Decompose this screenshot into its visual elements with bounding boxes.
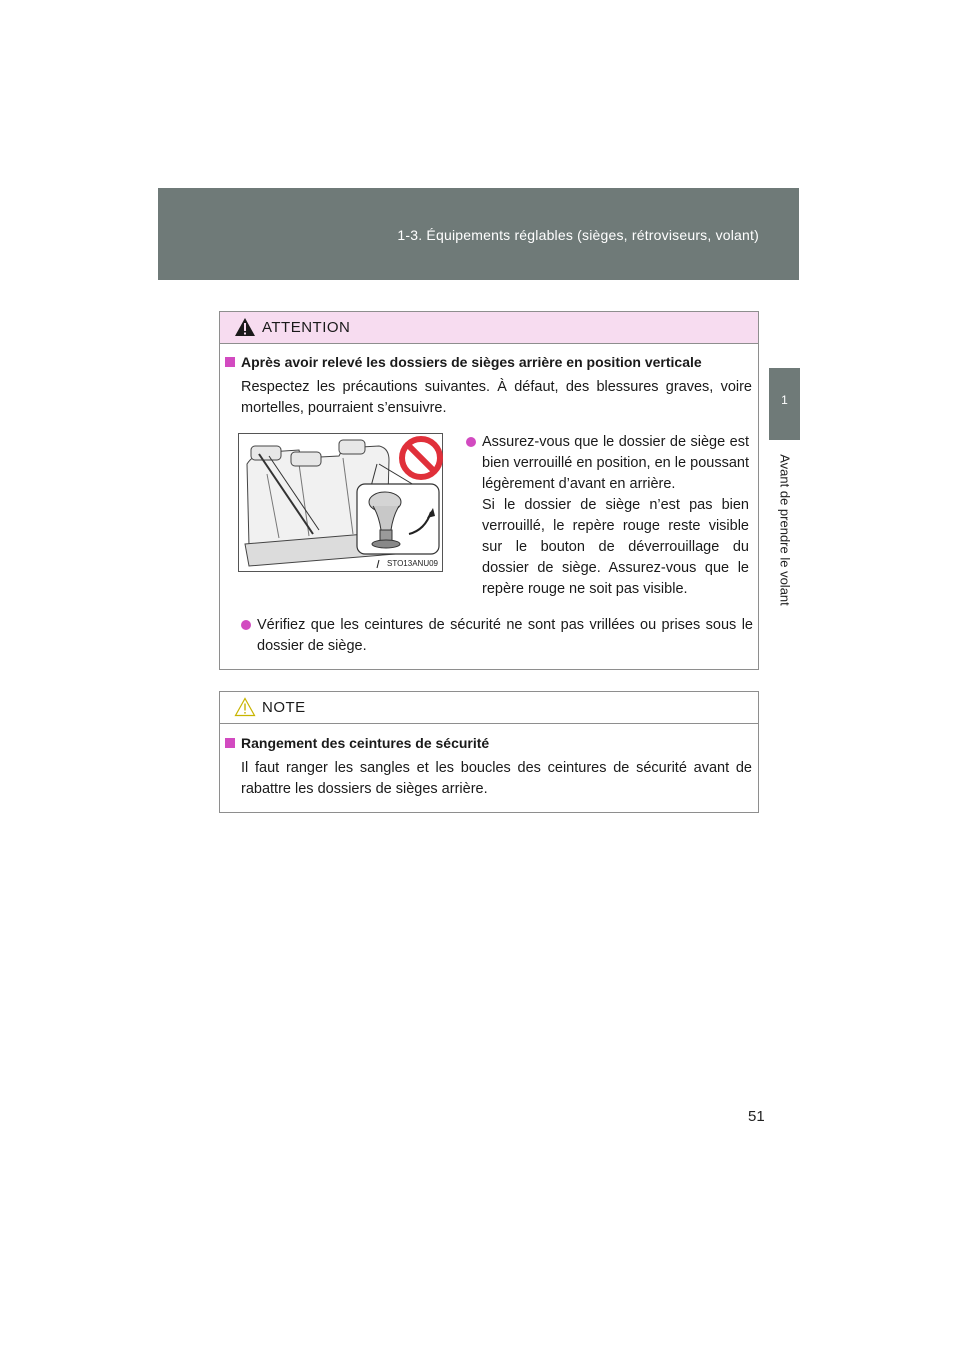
warning-box: [219, 311, 759, 670]
bullet-belt-check: [241, 615, 753, 657]
note-heading-text: Rangement des ceintures de sécurité: [241, 735, 490, 751]
note-header: [220, 692, 758, 724]
bullet-lock-check-text: [482, 432, 749, 600]
warning-triangle-icon: [234, 317, 256, 337]
caution-triangle-icon: [234, 697, 256, 717]
page-number: 51: [748, 1108, 765, 1125]
figure-code: STO13ANU09: [387, 559, 438, 568]
seat-illustration: [239, 434, 444, 573]
warning-label: ATTENTION: [262, 319, 351, 336]
bullet-lock-check-line1: Assurez-vous que le dossier de siège est bien verrouillé en position, en le poussant légèrement d’avant en arrière.: [482, 434, 749, 492]
section-title: 1-3. Équipements réglables (sièges, rétroviseurs, volant): [397, 227, 759, 243]
seat-lock-illustration: [238, 433, 443, 572]
warning-heading-text: Après avoir relevé les dossiers de sièges arrière en position verticale: [241, 354, 702, 370]
warning-header: [220, 312, 758, 344]
bullet-dot-icon: [466, 437, 476, 447]
warning-heading: [225, 354, 702, 370]
note-heading: [225, 735, 489, 751]
heading-square-icon: [225, 357, 235, 367]
chapter-tab: [769, 368, 800, 440]
header-band: [158, 188, 799, 280]
bullet-belt-check-text: Vérifiez que les ceintures de sécurité ne sont pas vrillées ou prises sous le dossier de siège.: [257, 617, 753, 654]
warning-intro: Respectez les précautions suivantes. À défaut, des blessures graves, voire mortelles, pourraient s’ensuivre.: [241, 379, 752, 416]
note-text: Il faut ranger les sangles et les boucles des ceintures de sécurité avant de rabattre les dossiers de sièges arrière.: [241, 760, 752, 797]
chapter-title: Avant de prendre le volant: [777, 454, 793, 606]
chapter-number: 1: [781, 393, 788, 407]
bullet-lock-check: [466, 432, 749, 600]
bullet-dot-icon: [241, 620, 251, 630]
heading-square-icon: [225, 738, 235, 748]
bullet-lock-check-line2: Si le dossier de siège n’est pas bien verrouillé, le repère rouge reste visible sur le bouton de déverrouillage du dossier de siège. Assurez-vous que le repère rouge ne soit pas visible.: [482, 497, 749, 597]
note-label: NOTE: [262, 699, 306, 716]
note-box: [219, 691, 759, 813]
